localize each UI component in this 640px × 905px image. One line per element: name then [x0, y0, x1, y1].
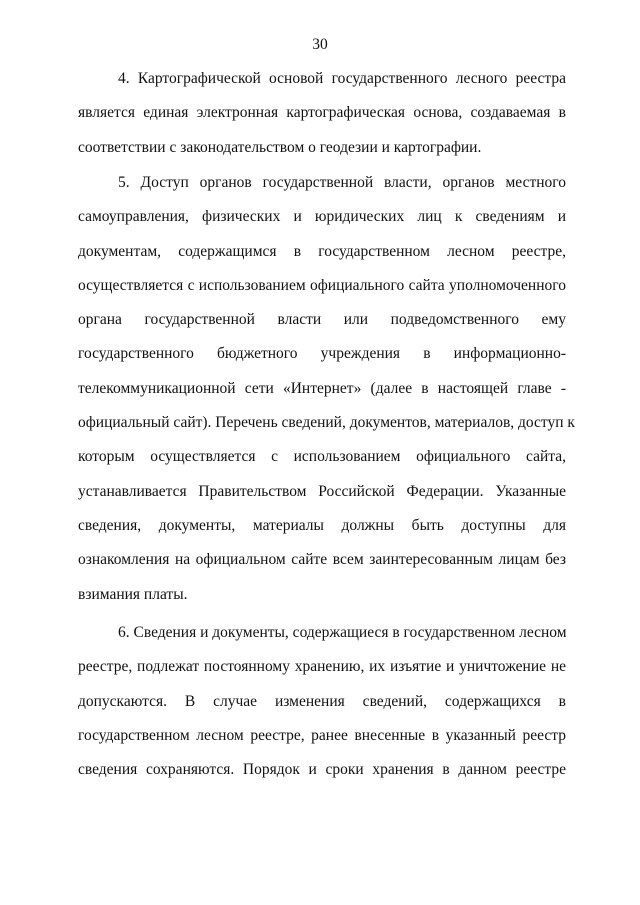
- paragraph-5: [78, 173, 575, 619]
- paragraph-line: является единая электронная картографическая основа, создаваемая в: [78, 104, 566, 122]
- paragraph-line: которым осуществляется с использованием официального сайта,: [78, 448, 566, 466]
- paragraph-line: 5. Доступ органов государственной власти, органов местного: [118, 174, 566, 191]
- paragraph-line: сведения сохраняются. Порядок и сроки хранения в данном реестре: [78, 761, 566, 779]
- paragraph-line: устанавливается Правительством Российской Федерации. Указанные: [78, 482, 566, 500]
- paragraph-line: ознакомления на официальном сайте всем заинтересованным лицам без: [78, 551, 566, 569]
- paragraph-line: осуществляется с использованием официального сайта уполномоченного: [78, 276, 566, 294]
- paragraph-6: [78, 623, 566, 794]
- paragraph-line: телекоммуникационной сети «Интернет» (далее в настоящей главе -: [78, 379, 566, 397]
- page-number: 30: [312, 36, 328, 53]
- paragraph-line: соответствии с законодательством о геодезии и картографии.: [78, 138, 482, 156]
- paragraph-line: государственного бюджетного учреждения в информационно-: [78, 345, 566, 363]
- paragraph-line: органа государственной власти или подведомственного ему: [78, 311, 566, 329]
- paragraph-line: реестре, подлежат постоянному хранению, их изъятие и уничтожение не: [78, 658, 566, 676]
- paragraph-4: [78, 69, 566, 172]
- paragraph-line: 4. Картографической основой государственного лесного реестра: [118, 70, 566, 87]
- paragraph-line: самоуправления, физических и юридических лиц к сведениям и: [78, 208, 566, 226]
- paragraph-line: официальный сайт). Перечень сведений, документов, материалов, доступ к: [78, 414, 575, 432]
- paragraph-line: государственном лесном реестре, ранее внесенные в указанный реестр: [78, 726, 566, 744]
- paragraph-line: сведения, документы, материалы должны быть доступны для: [78, 516, 566, 534]
- paragraph-line: взимания платы.: [78, 585, 188, 603]
- paragraph-line: 6. Сведения и документы, содержащиеся в государственном лесном: [118, 624, 567, 641]
- paragraph-line: документам, содержащимся в государственном лесном реестре,: [78, 242, 566, 260]
- paragraph-line: допускаются. В случае изменения сведений, содержащихся в: [78, 692, 566, 710]
